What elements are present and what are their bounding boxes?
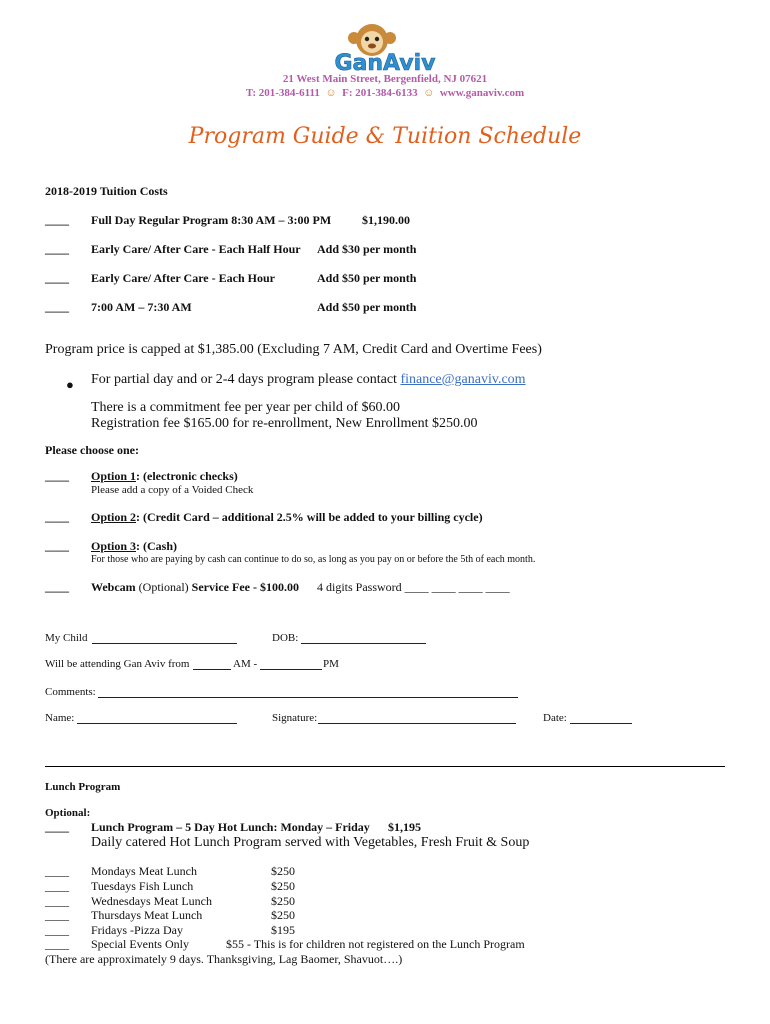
comments-label: Comments: [45, 686, 96, 698]
partial-day-text: For partial day and or 2-4 days program please contact [91, 372, 397, 387]
lunch-item-blank[interactable]: ____ [45, 894, 69, 908]
tuition-row-blank[interactable]: ____ [45, 213, 69, 227]
ganaviv-logo [310, 18, 460, 78]
page-title: Program Guide & Tuition Schedule [188, 124, 582, 149]
date-label: Date: [543, 712, 567, 724]
clock-icon: ☺ [322, 87, 340, 99]
name-field[interactable] [77, 723, 237, 724]
webcam-password[interactable]: 4 digits Password ____ ____ ____ ____ [317, 580, 510, 594]
price-cap-note: Program price is capped at $1,385.00 (Excluding 7 AM, Credit Card and Overtime Fees) [45, 342, 542, 357]
lunch-item-name: Thursdays Meat Lunch [91, 908, 203, 922]
tuition-row-blank[interactable]: ____ [45, 300, 69, 314]
lunch-item-blank[interactable]: ____ [45, 923, 69, 937]
tuition-row-price: Add $30 per month [317, 242, 417, 256]
webcam-optional: (Optional) [135, 580, 192, 594]
option1-label: Option 1 [91, 469, 137, 483]
tuition-row-program: 7:00 AM – 7:30 AM [91, 300, 192, 314]
end-time-field[interactable] [260, 669, 322, 670]
lunch-item-name: Fridays -Pizza Day [91, 923, 183, 937]
lunch-heading: Lunch Program [45, 781, 121, 793]
child-name-field[interactable] [92, 643, 237, 644]
lunch-main-price: $1,195 [388, 820, 421, 834]
option2-label: Option 2 [91, 510, 137, 524]
finance-email-link[interactable]: finance@ganaviv.com [400, 372, 526, 387]
option2-blank[interactable]: ____ [45, 510, 69, 524]
lunch-item-price: $55 - This is for children not registered on the Lunch Program [226, 937, 525, 951]
lunch-item-blank[interactable]: ____ [45, 879, 69, 893]
option1 [91, 469, 238, 484]
dob-field[interactable] [301, 643, 426, 644]
lunch-main-blank[interactable]: ____ [45, 820, 69, 834]
option3 [91, 539, 177, 554]
lunch-main-title: Lunch Program – 5 Day Hot Lunch: Monday – Friday [91, 820, 370, 834]
tuition-row-program: Early Care/ After Care - Each Half Hour [91, 242, 301, 256]
partial-day-note [91, 372, 526, 388]
signature-label: Signature: [272, 712, 318, 724]
section-divider [45, 766, 725, 767]
date-field[interactable] [570, 723, 632, 724]
webcam-option [91, 580, 299, 595]
commitment-fee: There is a commitment fee per year per child of $60.00 [91, 400, 401, 415]
payment-heading: Please choose one: [45, 443, 139, 457]
lunch-item-blank[interactable]: ____ [45, 908, 69, 922]
lunch-description: Daily catered Hot Lunch Program served with Vegetables, Fresh Fruit & Soup [91, 835, 530, 850]
tuition-row-blank[interactable]: ____ [45, 242, 69, 256]
tuition-row-price: Add $50 per month [317, 300, 417, 314]
lunch-footnote: (There are approximately 9 days. Thanksgiving, Lag Baomer, Shavuot….) [45, 952, 403, 966]
webcam-blank[interactable]: ____ [45, 580, 69, 594]
logo-wordmark: GanAviv [334, 51, 436, 76]
lunch-optional: Optional: [45, 807, 91, 819]
option3-label: Option 3 [91, 539, 137, 553]
start-time-field[interactable] [193, 669, 231, 670]
option1-text: : (electronic checks) [136, 469, 238, 483]
lunch-item-price: $250 [271, 879, 295, 893]
tuition-row-blank[interactable]: ____ [45, 271, 69, 285]
website[interactable]: www.ganaviv.com [439, 87, 525, 99]
webcam-fee: Service Fee - $100.00 [191, 580, 299, 594]
phone: T: 201-384-6111 [245, 87, 320, 99]
address-line: 21 West Main Street, Bergenfield, NJ 07621 [282, 73, 488, 85]
child-label: My Child [45, 632, 88, 644]
attending-label: Will be attending Gan Aviv from [45, 658, 190, 670]
tuition-row-program: Full Day Regular Program 8:30 AM – 3:00 PM [91, 213, 332, 227]
webcam-label: Webcam [91, 580, 136, 594]
fax: F: 201-384-6133 [342, 87, 418, 99]
lunch-item-price: $195 [271, 923, 295, 937]
lunch-item-price: $250 [271, 894, 295, 908]
signature-field[interactable] [318, 723, 516, 724]
dob-label: DOB: [272, 632, 299, 644]
lunch-item-blank[interactable]: ____ [45, 864, 69, 878]
lunch-item-blank[interactable]: ____ [45, 937, 69, 951]
option1-note: Please add a copy of a Voided Check [91, 484, 254, 496]
option1-blank[interactable]: ____ [45, 469, 69, 483]
lunch-item-price: $250 [271, 908, 295, 922]
comments-field[interactable] [98, 697, 518, 698]
option2-text: : (Credit Card – additional 2.5% will be added to your billing cycle) [136, 510, 483, 524]
lunch-item-name: Special Events Only [91, 937, 189, 951]
option3-text: : (Cash) [136, 539, 178, 553]
option2 [91, 510, 483, 525]
tuition-heading: 2018-2019 Tuition Costs [45, 184, 168, 198]
bullet-icon: ● [66, 377, 74, 392]
registration-fee: Registration fee $165.00 for re-enrollment, New Enrollment $250.00 [91, 416, 478, 431]
lunch-item-name: Mondays Meat Lunch [91, 864, 197, 878]
contact-line [0, 87, 770, 99]
lunch-item-price: $250 [271, 864, 295, 878]
clock-icon: ☺ [420, 87, 438, 99]
tuition-row-program: Early Care/ After Care - Each Hour [91, 271, 275, 285]
tuition-row-price: $1,190.00 [362, 213, 410, 227]
name-label: Name: [45, 712, 75, 724]
option3-blank[interactable]: ____ [45, 539, 69, 553]
tuition-row-price: Add $50 per month [317, 271, 417, 285]
pm-label: PM [323, 658, 339, 670]
option3-note: For those who are paying by cash can continue to do so, as long as you pay on or before the 5th of each month. [91, 554, 536, 565]
am-label: AM - [233, 658, 258, 670]
lunch-item-name: Tuesdays Fish Lunch [91, 879, 194, 893]
lunch-item-name: Wednesdays Meat Lunch [91, 894, 212, 908]
